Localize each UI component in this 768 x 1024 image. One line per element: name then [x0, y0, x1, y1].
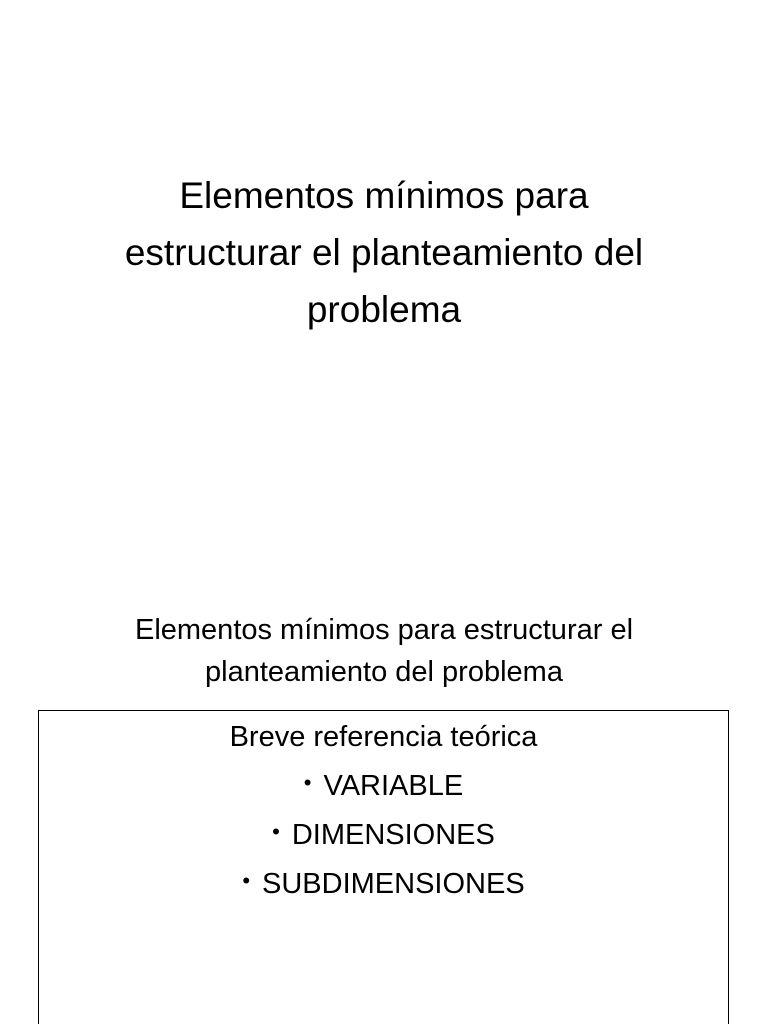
list-item-text: SUBDIMENSIONES	[262, 868, 525, 900]
slide-2	[0, 576, 768, 1024]
list-item-text: DIMENSIONES	[291, 819, 495, 851]
slide-2-title	[40, 609, 728, 693]
slide-1-title	[40, 167, 728, 338]
slide-2-title-line: planteamiento del problema	[205, 656, 563, 688]
box-heading: Breve referencia teórica	[229, 721, 538, 753]
slide-1-title-line: Elementos mínimos para	[179, 175, 589, 216]
bullet-dot-icon: •	[303, 770, 312, 795]
list-item	[39, 768, 728, 817]
slide-1-title-line: estructurar el planteamiento del	[124, 232, 644, 273]
bullet-list	[39, 768, 728, 915]
bullet-dot-icon: •	[242, 868, 251, 893]
slide-2-title-line: Elementos mínimos para estructurar el	[134, 614, 634, 646]
content-box	[38, 710, 729, 1024]
list-item	[39, 817, 728, 866]
bullet-dot-icon: •	[272, 819, 280, 844]
list-item-text: VARIABLE	[323, 770, 464, 802]
slide-1-title-line: problema	[306, 289, 462, 330]
list-item	[39, 866, 728, 915]
